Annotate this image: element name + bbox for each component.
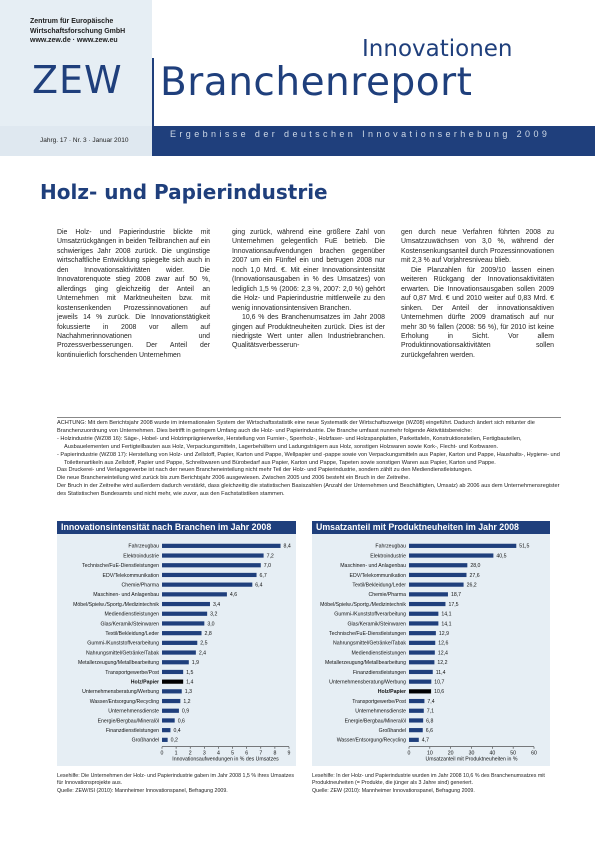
bar [409, 699, 424, 703]
org-name-line2: Wirtschaftsforschung GmbH [30, 27, 126, 35]
x-axis-label: Umsatzanteil mit Produktneuheiten in % [425, 756, 518, 763]
paragraph: gen durch neue Verfahren führten 2008 zu Umsatzzuwächsen von 3,0 %, während der Kostensenkungsanteil durch Prozessinnovationen mit 2,3 % auf Vorjahresniveau blieb. [401, 229, 554, 265]
bar [409, 650, 435, 654]
data-label: 27,6 [469, 572, 480, 579]
category-label: Technische/FuE-Dienstleistungen [329, 630, 406, 637]
category-label: Transportgewerbe/Post [352, 698, 406, 705]
x-tick-label: 30 [468, 750, 475, 757]
bar [409, 631, 436, 635]
caption-text: Lesehilfe: In der Holz- und Papierindustrie wurden im Jahr 2008 10,6 % des Branchenumsatzes mit Produktneuheiten (= Produkte, die jünger als 3 Jahre sind) generiert. [312, 773, 545, 787]
x-tick-label: 10 [426, 750, 433, 757]
data-label: 7,2 [266, 553, 274, 560]
category-label: Unternehmensdienste [355, 708, 406, 715]
data-label: 6,6 [425, 727, 433, 734]
x-tick-label: 0 [160, 750, 164, 757]
caption-left [57, 773, 295, 795]
data-label: 1,4 [186, 679, 194, 686]
data-label: 2,5 [200, 640, 208, 647]
data-label: 0,6 [177, 718, 185, 725]
bar [409, 680, 431, 684]
data-label: 6,4 [255, 582, 263, 589]
bar [162, 592, 227, 596]
category-label: Maschinen- und Anlagenbau [340, 563, 406, 570]
bar [162, 650, 196, 654]
data-label: 12,4 [437, 650, 448, 657]
category-label: EDV/Telekommunikation [102, 572, 159, 579]
bar [162, 728, 170, 732]
x-tick-label: 20 [447, 750, 454, 757]
data-label: 7,1 [426, 708, 435, 715]
data-label: 6,7 [259, 572, 267, 579]
data-label: 6,8 [426, 718, 434, 725]
category-label: Textil/Bekleidung/Leder [352, 582, 406, 589]
category-label: Metallerzeugung/Metallbearbeitung [77, 660, 159, 667]
x-tick-label: 8 [273, 750, 277, 757]
bar [162, 544, 281, 548]
category-label: Holz/Papier [377, 689, 406, 696]
data-label: 10,7 [434, 679, 445, 686]
data-label: 12,2 [437, 660, 448, 667]
data-label: 14,1 [441, 611, 452, 618]
data-label: 4,6 [229, 592, 238, 599]
bar [409, 641, 435, 645]
methodology-note [57, 420, 561, 499]
chart-innovation-intensity [57, 521, 296, 766]
chart-product-novelty-share [312, 521, 550, 766]
issue-info: Jahrg. 17 · Nr. 3 · Januar 2010 [40, 137, 129, 144]
bar [162, 621, 204, 625]
note-intro: ACHTUNG: Mit dem Berichtsjahr 2008 wurde im internationalen System der Wirtschaftsstatistik eine neue Systematik der Wirtschaftszweige (WZ08) eingeführt. Dadurch ändert sich mitunter die Branchenzuordnung von Unternehmen. Dies betrifft in geringem Umfang auch die Holz- und Papierindustrie. Die Branche umfasst nunmehr folgende Aktivitätsbereiche: [57, 420, 535, 434]
zew-logo: ZEW [32, 58, 123, 102]
text-column-1 [57, 228, 210, 360]
category-label: Möbel/Spielw./Sportg./Medizintechnik [73, 601, 159, 608]
category-label: Energie/Bergbau/Mineralöl [97, 718, 159, 725]
bar [409, 621, 438, 625]
data-label: 17,5 [448, 601, 459, 608]
data-label: 10,6 [434, 689, 445, 696]
note-bruch: Die neue Brancheneinteilung wird zurück bis zum Berichtsjahr 2006 ausgewiesen. Zwischen 2005 und 2006 besteht ein Bruch in der Zeitreihe. [57, 475, 410, 482]
category-label: Gummi-/Kunststoffverarbeitung [87, 640, 159, 647]
data-label: 26,2 [466, 582, 477, 589]
header-divider [152, 58, 154, 126]
x-tick-label: 7 [259, 750, 263, 757]
bar [162, 573, 257, 577]
x-tick-label: 50 [510, 750, 517, 757]
data-label: 12,9 [438, 630, 449, 637]
article-body [57, 228, 557, 378]
category-label: Metallerzeugung/Metallbearbeitung [324, 660, 406, 667]
header-title-innovationen: Innovationen [362, 36, 513, 62]
chart-plot [57, 534, 296, 766]
x-tick-label: 0 [407, 750, 411, 757]
category-label: Finanzdienstleistungen [352, 669, 406, 676]
bar [409, 670, 433, 674]
page-title: Holz- und Papierindustrie [40, 180, 328, 204]
category-label: Unternehmensdienste [108, 708, 159, 715]
x-axis-label: Innovationsaufwendungen in % des Umsatzes [172, 756, 279, 763]
category-label: Mediendienstleistungen [351, 650, 406, 657]
category-label: Elektroindustrie [370, 553, 406, 560]
bar [409, 718, 423, 722]
data-label: 0,2 [170, 737, 178, 744]
data-label: 1,3 [184, 689, 192, 696]
bar [162, 689, 182, 693]
category-label: EDV/Telekommunikation [349, 572, 406, 579]
data-label: 14,1 [441, 621, 452, 628]
x-tick-label: 9 [287, 750, 291, 757]
bar [162, 699, 180, 703]
caption-source: Quelle: ZEW/ISI (2010): Mannheimer Innovationspanel, Befragung 2009. [57, 787, 228, 794]
bar [409, 553, 493, 557]
caption-text: Lesehilfe: Die Unternehmen der Holz- und Papierindustrie gaben im Jahr 2008 1,5 % ihres Umsatzes für Innovationsprojekte aus. [57, 773, 295, 787]
data-label: 2,4 [198, 650, 207, 657]
note-item-holz: - Holzindustrie (WZ08 16): Säge-, Hobel- und Holzimprägnierwerke, Herstellung von Furnier-, Sperrholz-, Holzfaser- und Holzspanplatten, Parkettafeln, Konstruktionsteilen, Fertigbauteilen, Ausbauelementen und Fertigteilbauten aus Holz, Verpackungsmitteln, Lagerbehältern und Ladungsträgern aus Holz, sonstigen Holzwaren sowie Kork-, Flecht- und Korbwaren. [57, 435, 522, 450]
category-label: Unternehmensberatung/Werbung [82, 689, 159, 696]
data-label: 7,0 [263, 563, 271, 570]
data-label: 12,6 [438, 640, 449, 647]
category-label: Transportgewerbe/Post [105, 669, 159, 676]
bar [409, 709, 424, 713]
data-label: 28,0 [470, 563, 481, 570]
category-label: Finanzdienstleistungen [105, 727, 159, 734]
bar [162, 612, 207, 616]
category-label: Unternehmensberatung/Werbung [329, 679, 406, 686]
category-label: Nahrungsmittel/Getränke/Tabak [86, 650, 159, 657]
bar [162, 631, 202, 635]
data-label: 11,4 [435, 669, 446, 676]
category-label: Großhandel [378, 727, 406, 734]
bar [409, 612, 438, 616]
bar [409, 660, 434, 664]
bar [409, 738, 419, 742]
header-title-branchenreport: Branchenreport [160, 60, 473, 105]
x-tick-label: 1 [174, 750, 178, 757]
x-tick-label: 4 [216, 750, 220, 757]
data-label: 0,4 [173, 727, 181, 734]
category-label: Chemie/Pharma [368, 592, 406, 599]
org-web-line: www.zew.de · www.zew.eu [30, 37, 118, 44]
category-label: Glas/Keramik/Steinwaren [347, 621, 406, 628]
x-tick-label: 3 [202, 750, 206, 757]
category-label: Möbel/Spielw./Sportg./Medizintechnik [320, 601, 406, 608]
data-label: 3,0 [207, 621, 215, 628]
data-label: 18,7 [450, 592, 462, 599]
bar [409, 728, 423, 732]
bar [162, 660, 189, 664]
bar [162, 709, 179, 713]
category-label: Chemie/Pharma [121, 582, 159, 589]
data-label: 8,4 [283, 543, 291, 550]
bar [162, 553, 264, 557]
paragraph: ging zurück, während eine größere Zahl von Unternehmen gelegentlich FuE betrieb. Die Innovationsaufwendungen brachen gegenüber 2007 um ein Fünftel ein und betrugen 2008 nur noch 1,0 Mrd. €. Mit einer Innovationsintensität (Innovationsausgaben in % des Umsatzes) von lediglich 1,5 % (2006: 2,3 %, 2007: 2,0 %) gehört die Holz- und Papierindustrie mittlerweile zu den wenig innovationsintensiven Branchen. [232, 229, 385, 312]
note-divider [57, 417, 561, 418]
data-label: 3,4 [212, 601, 221, 608]
note-item-papier: - Papierindustrie (WZ08 17): Herstellung von Holz- und Zellstoff, Papier, Karton und Pappe, Wellpapier und -pappe sowie von Verpackungsmitteln aus Papier, Karton und Pappe, Haushalts-, Hygiene- und Toilettenartikeln aus Zellstoff, Papier und Pappe, Schreibwaren und Bürobedarf aus Papier, Karton und Pappe, Tapeten sowie sonstigen Waren aus Papier, Karton und Pappe. [57, 451, 560, 466]
chart-title: Umsatzanteil mit Produktneuheiten im Jahr 2008 [312, 521, 550, 534]
bar [162, 641, 197, 645]
paragraph: Die Holz- und Papierindustrie blickte mit Umsatzrückgängen in beiden Teilbranchen auf ein schwieriges Jahr 2008 zurück. Die ungünstige wirtschaftliche Entwicklung spiegelte sich auch in den Innovationsaktivitäten wider. Die Innovatorenquote stieg 2008 zwar auf 50 %, allerdings ging gleichzeitig der Anteil an Unternehmen mit Marktneuheiten bzw. mit kostensenkenden Prozessinnovationen auf jeweils 14 % zurück. Die Innovationstätigkeit fokussierte in 2008 vor allem auf Nachahmerinnovationen und Prozessverbesserungen. Der Anteil der kontinuierlich forschenden Unternehmen [57, 229, 210, 359]
category-label: Textil/Bekleidung/Leder [105, 630, 159, 637]
organization-info [30, 17, 125, 46]
x-tick-label: 2 [188, 750, 192, 757]
bar [162, 680, 183, 684]
bar [409, 563, 467, 567]
data-label: 3,2 [210, 611, 218, 618]
data-label: 40,5 [496, 553, 507, 560]
category-label: Technische/FuE-Dienstleistungen [82, 563, 159, 570]
category-label: Fahrzeugbau [375, 543, 406, 550]
category-label: Wasser/Entsorgung/Recycling [336, 737, 406, 744]
bar [162, 583, 252, 587]
caption-source: Quelle: ZEW (2010): Mannheimer Innovationspanel, Befragung 2009. [312, 787, 475, 794]
data-label: 51,5 [519, 543, 530, 550]
caption-right [312, 773, 550, 795]
category-label: Fahrzeugbau [128, 543, 159, 550]
data-label: 7,4 [427, 698, 435, 705]
bar [409, 689, 431, 693]
data-label: 0,9 [181, 708, 190, 715]
category-label: Großhandel [131, 737, 159, 744]
header-subtitle: Ergebnisse der deutschen Innovationserhebung 2009 [170, 129, 551, 139]
bar [162, 738, 168, 742]
category-label: Maschinen- und Anlagenbau [93, 592, 159, 599]
category-label: Glas/Keramik/Steinwaren [100, 621, 159, 628]
bar [409, 573, 467, 577]
category-label: Nahrungsmittel/Getränke/Tabak [333, 640, 406, 647]
chart-plot [312, 534, 550, 766]
paragraph: 10,6 % des Branchenumsatzes im Jahr 2008 gingen auf Produktneuheiten zurück. Dies ist der niedrigste Wert unter allen Industriebranchen. Qualitätsverbesserun- [232, 314, 385, 350]
bar [409, 602, 445, 606]
category-label: Elektroindustrie [123, 553, 159, 560]
bar [162, 718, 175, 722]
report-header [0, 0, 595, 126]
paragraph: Die Planzahlen für 2009/10 lassen einen weiteren Rückgang der Innovationsaktivitäten erwarten. Die Innovationsausgaben sollen 2009 auf 0,87 Mrd. € und 2010 weiter auf 0,83 Mrd. € sinken. Der Anteil der innovationsaktiven Unternehmen dürfte 2009 dramatisch auf nur mehr 30 % fallen (2008: 56 %), für 2010 ist keine Erholung in Sicht. Vor allem Produktinnovationsaktivitäten sollen zurückgefahren werden. [401, 266, 554, 359]
x-tick-label: 5 [231, 750, 235, 757]
bar [409, 592, 448, 596]
x-tick-label: 40 [489, 750, 496, 757]
category-label: Energie/Bergbau/Mineralöl [344, 718, 406, 725]
data-label: 4,7 [421, 737, 430, 744]
note-druck: Das Druckerei- und Verlagsgewerbe ist nach der neuen Brancheneinteilung nicht mehr Teil der Holz- und Papierindustrie, sondern zählt zu den Mediendienstleistungen. [57, 467, 473, 474]
data-label: 1,5 [186, 669, 194, 676]
bar [162, 563, 261, 567]
text-column-3 [401, 228, 554, 360]
category-label: Mediendienstleistungen [104, 611, 159, 618]
bar [409, 544, 516, 548]
bar [162, 602, 210, 606]
note-basis: Der Bruch in der Zeitreihe wird außerdem dadurch verstärkt, dass gleichzeitig die statistischen Basiszahlen (Anzahl der Unternehmen und Beschäftigten, Umsatz) ab 2006 aus dem Unternehmensregister des Statistischen Bundesamts und nicht mehr, wie zuvor, aus den Fachstatistiken stammen. [57, 483, 560, 498]
x-tick-label: 6 [245, 750, 249, 757]
chart-title: Innovationsintensität nach Branchen im Jahr 2008 [57, 521, 296, 534]
org-name-line1: Zentrum für Europäische [30, 18, 114, 25]
text-column-2 [232, 228, 385, 351]
bar [162, 670, 183, 674]
category-label: Wasser/Entsorgung/Recycling [89, 698, 159, 705]
category-label: Holz/Papier [130, 679, 159, 686]
x-tick-label: 60 [531, 750, 537, 757]
bar [409, 583, 464, 587]
category-label: Gummi-/Kunststoffverarbeitung [334, 611, 406, 618]
data-label: 2,8 [204, 630, 212, 637]
data-label: 1,2 [183, 698, 191, 705]
data-label: 1,9 [191, 660, 200, 667]
